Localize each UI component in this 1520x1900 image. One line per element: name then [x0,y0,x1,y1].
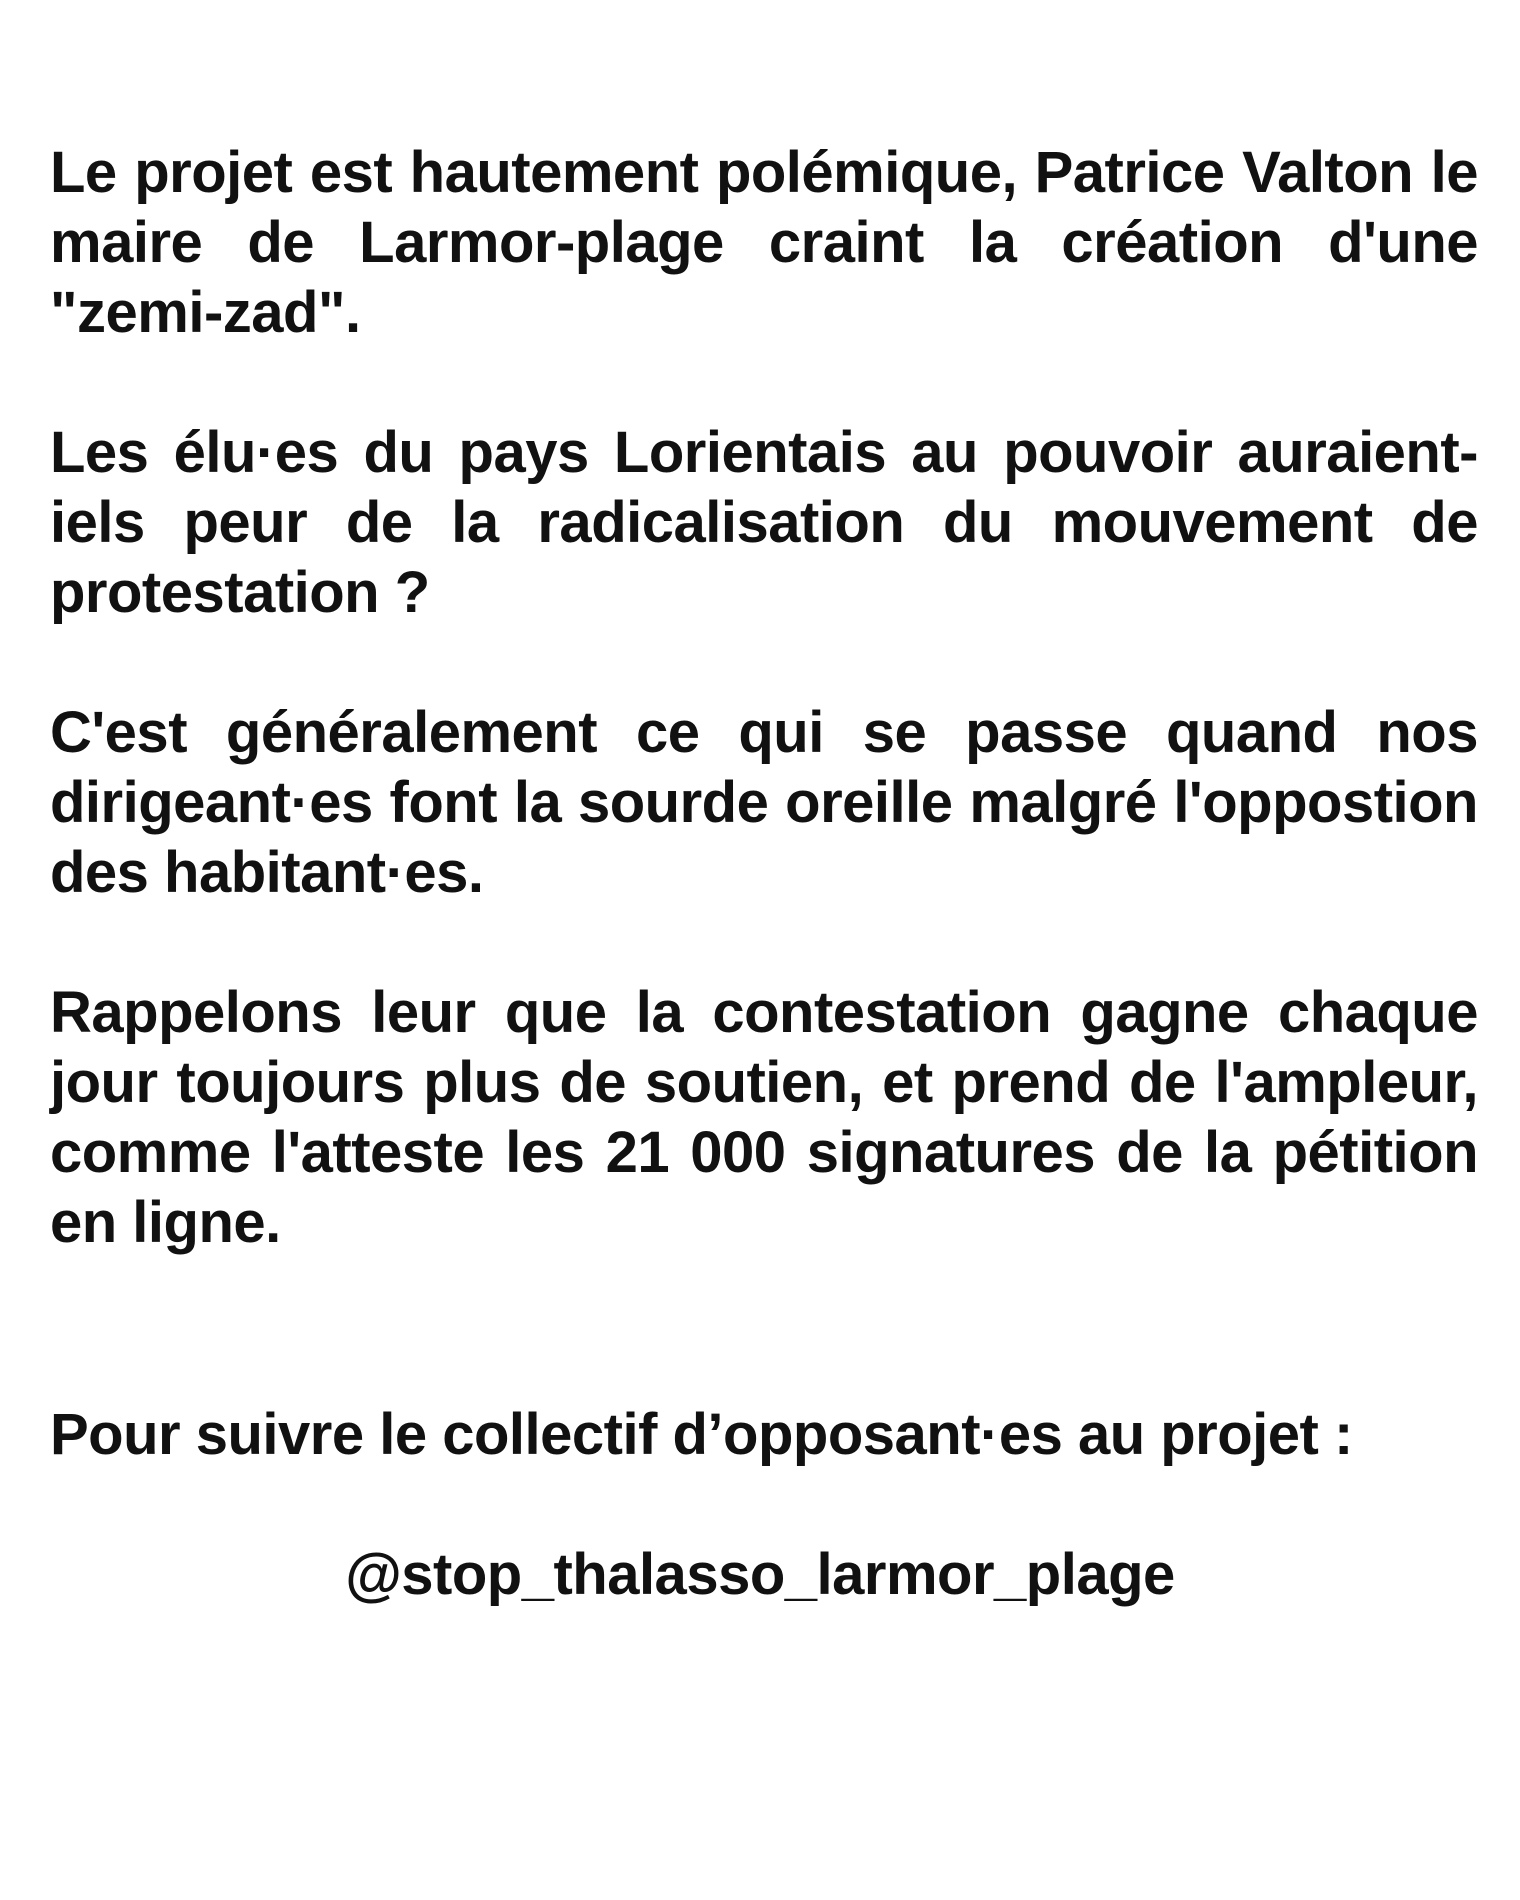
follow-collective-text: Pour suivre le collectif d’opposant·es au projet : [50,1402,1353,1467]
text-block [50,138,1478,1258]
paragraph-mayor-quote: Le projet est hautement polémique, Patrice Valton le maire de Larmor-plage craint la création d'une "zemi-zad". [50,140,1478,345]
instagram-handle: @stop_thalasso_larmor_plage [345,1542,1175,1607]
paragraph-leaders-deaf-ear: C'est généralement ce qui se passe quand nos dirigeant·es font la sourde oreille malgré l'oppostion des habitant·es. [50,700,1478,905]
paragraph-petition-signatures: Rappelons leur que la contestation gagne chaque jour toujours plus de soutien, et prend de l'ampleur, comme l'atteste les 21 000 signatures de la pétition en ligne. [50,980,1478,1255]
paragraph-elected-officials: Les élu·es du pays Lorientais au pouvoir auraient-iels peur de la radicalisation du mouvement de protestation ? [50,420,1478,625]
